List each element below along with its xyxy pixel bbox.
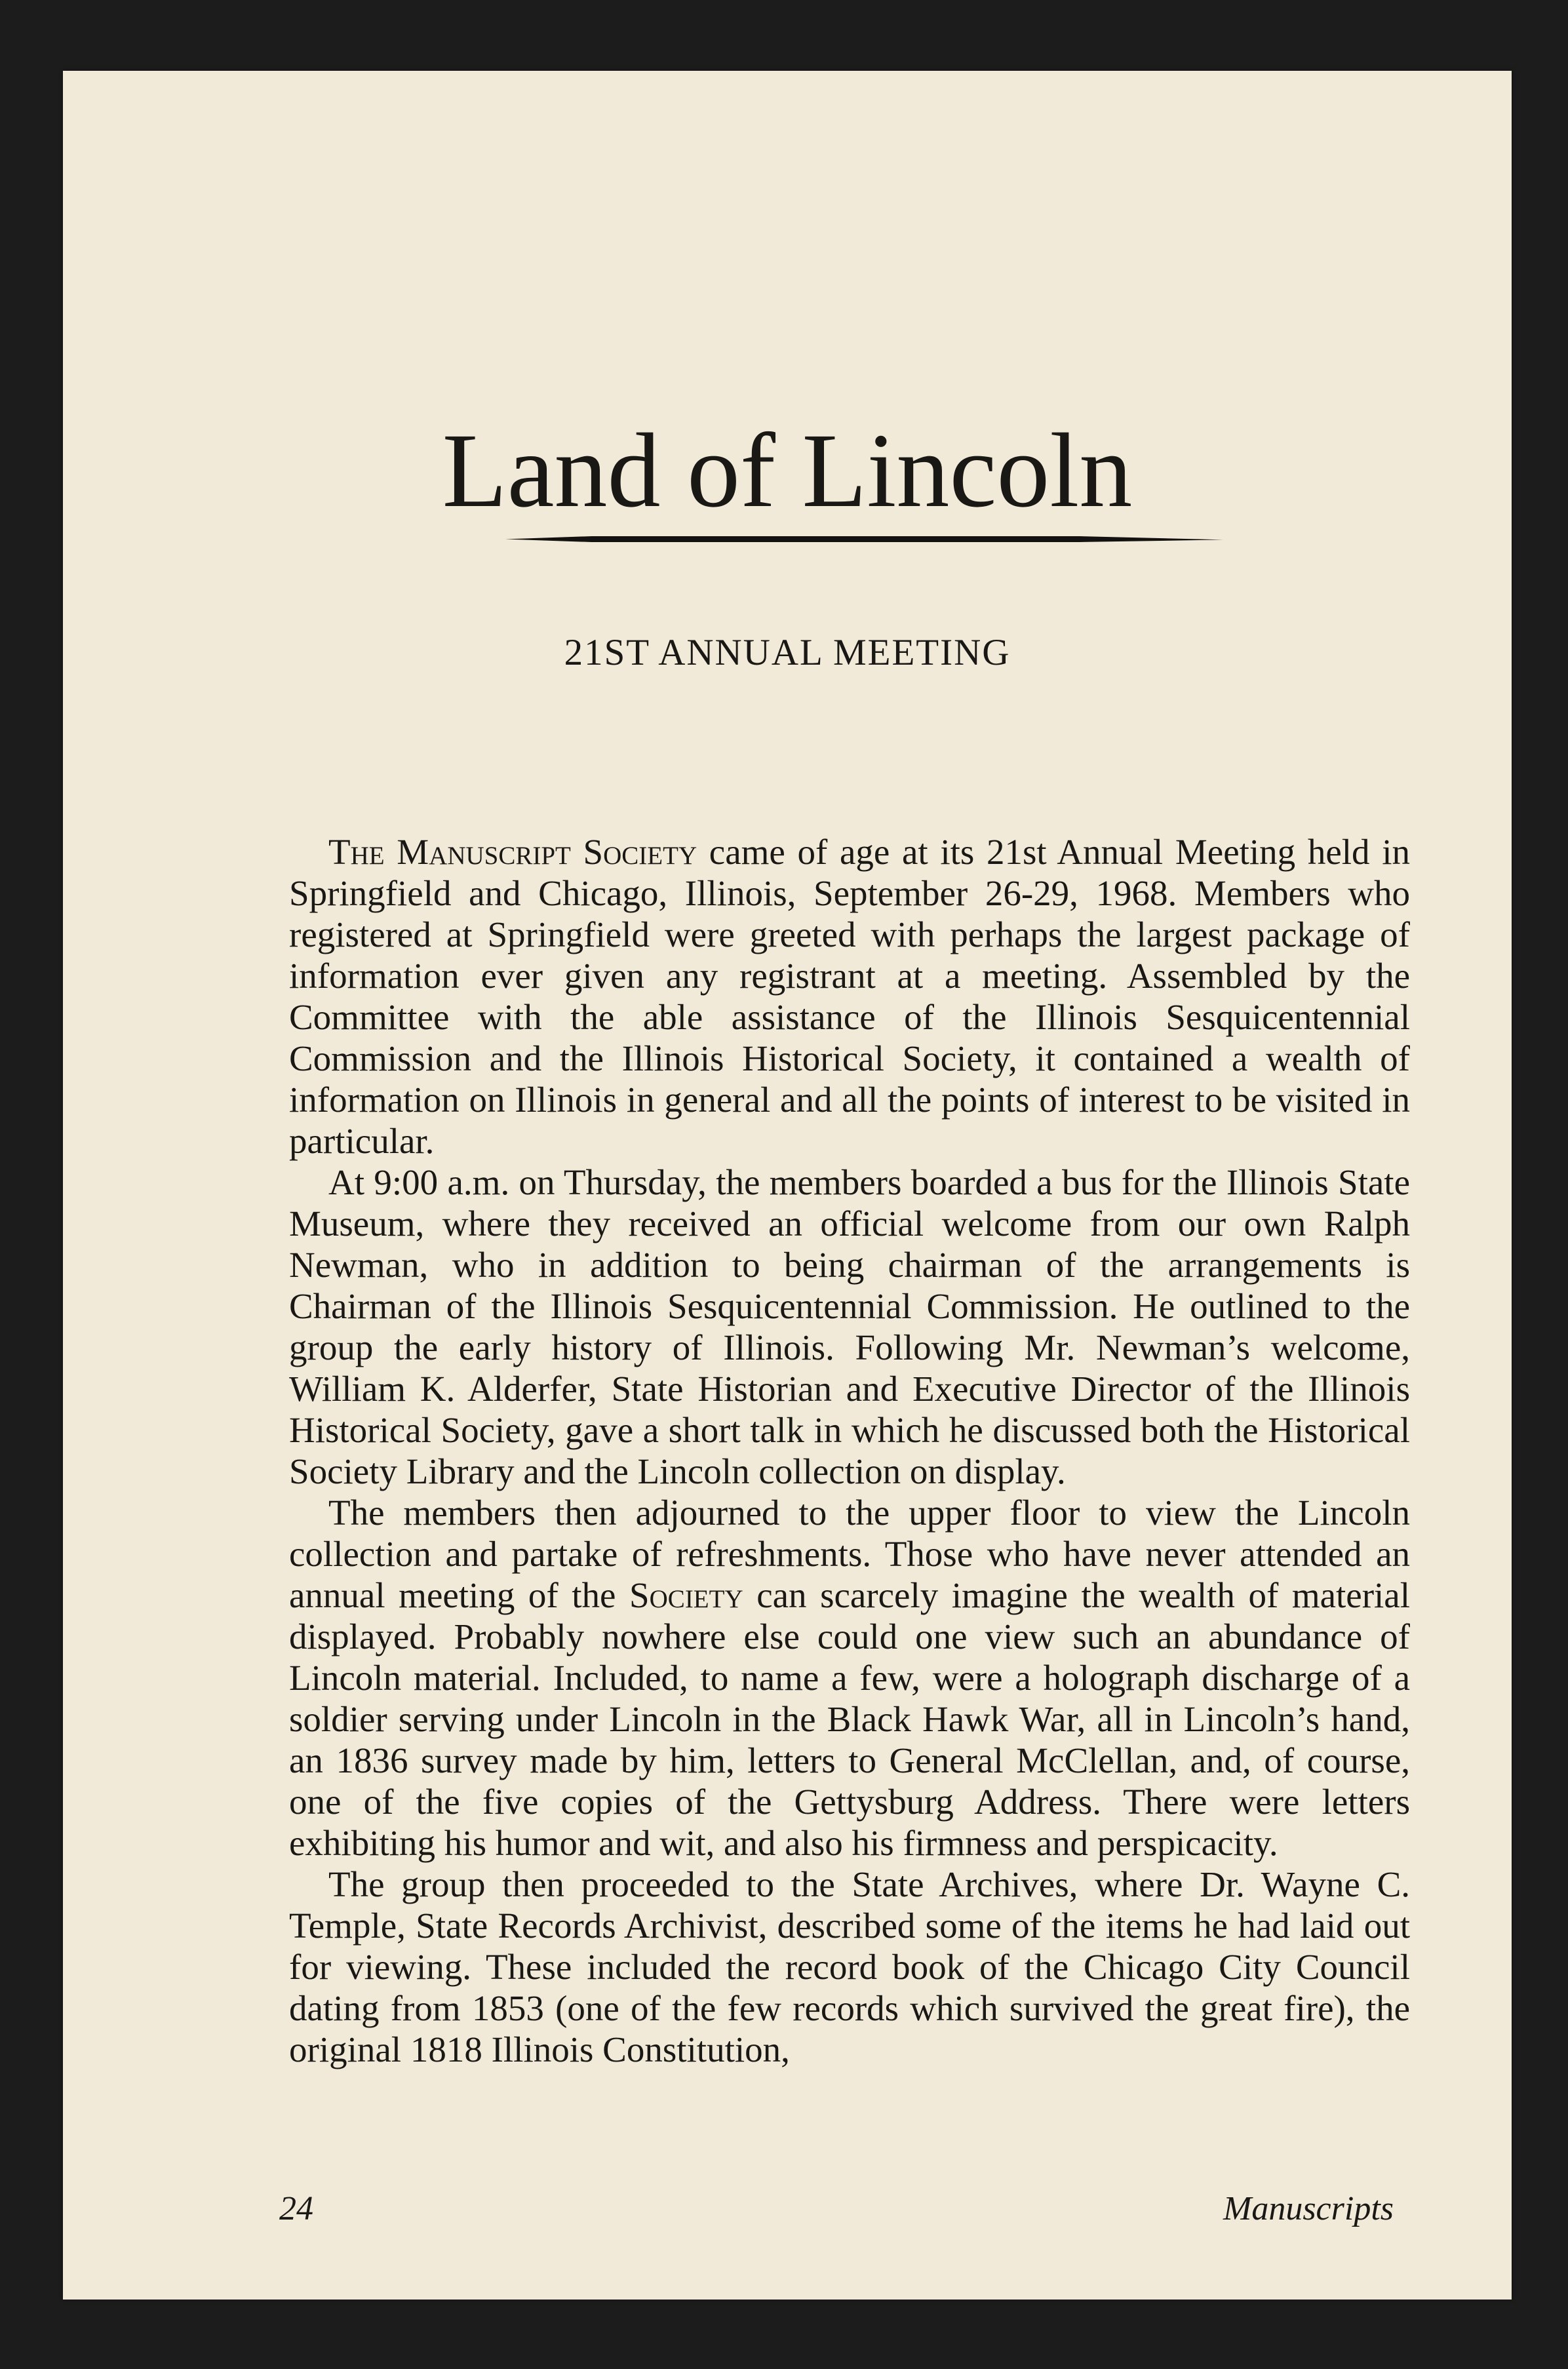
paragraph-2: At 9:00 a.m. on Thursday, the members boarded a bus for the Illinois State Museum, where they received an official welcome from our own Ralph Newman, who in addition to being chairman of the arrangements is Chairman of the Illinois Sesquicentennial Commission. He outlined to the group the early history of Illinois. Following Mr. Newman’s welcome, William K. Alderfer, State Historian and Executive Director of the Illinois Historical Society, gave a short talk in which he discussed both the Historical Society Library and the Lincoln collection on display. <box>289 1162 1410 1491</box>
page-number: 24 <box>279 2190 313 2227</box>
section-heading: 21ST ANNUAL MEETING <box>564 632 1011 673</box>
title-rule <box>505 536 1223 542</box>
paragraph-1 <box>289 831 1410 1162</box>
paragraph-3-text-after: can scarcely imagine the wealth of material displayed. Probably nowhere else could one view such an abundance of Lincoln material. Included, to name a few, were a holograph discharge of a soldier serving under Lincoln in the Black Hawk War, all in Lincoln’s hand, an 1836 survey made by him, letters to General McClellan, and, of course, one of the five copies of the Gettysburg Address. There were letters exhibiting his humor and wit, and also his firmness and perspicacity. <box>289 1575 1411 1863</box>
paragraph-3 <box>289 1492 1410 1864</box>
paragraph-1-text: came of age at its 21st Annual Meeting held in Springfield and Chicago, Illinois, September 26-29, 1968. Members who registered at Springfield were greeted with perhaps the largest package of information ever given any registrant at a meeting. Assembled by the Committee with the able assistance of the Illinois Sesquicentennial Commission and the Illinois Historical Society, it contained a wealth of information on Illinois in general and all the points of interest to be visited in particular. <box>289 832 1410 1161</box>
paragraph-3-text-before: The members then adjourned to the upper floor to view the Lincoln collection and partake of refreshments. Those who have never attended an annual meeting of the <box>289 1493 1410 1615</box>
society-smallcaps: Society <box>629 1575 743 1615</box>
running-foot: Manuscripts <box>1223 2190 1394 2227</box>
paragraph-4: The group then proceeded to the State Archives, where Dr. Wayne C. Temple, State Records Archivist, described some of the items he had laid out for viewing. These included the record book of the Chicago City Council dating from 1853 (one of the few records which survived the great fire), the original 1818 Illinois Constitution, <box>289 1864 1410 2069</box>
article-body <box>289 831 1410 2070</box>
document-page <box>63 71 1512 2300</box>
page-title: Land of Lincoln <box>442 412 1133 530</box>
society-name-smallcaps: The Manuscript Society <box>328 832 697 872</box>
